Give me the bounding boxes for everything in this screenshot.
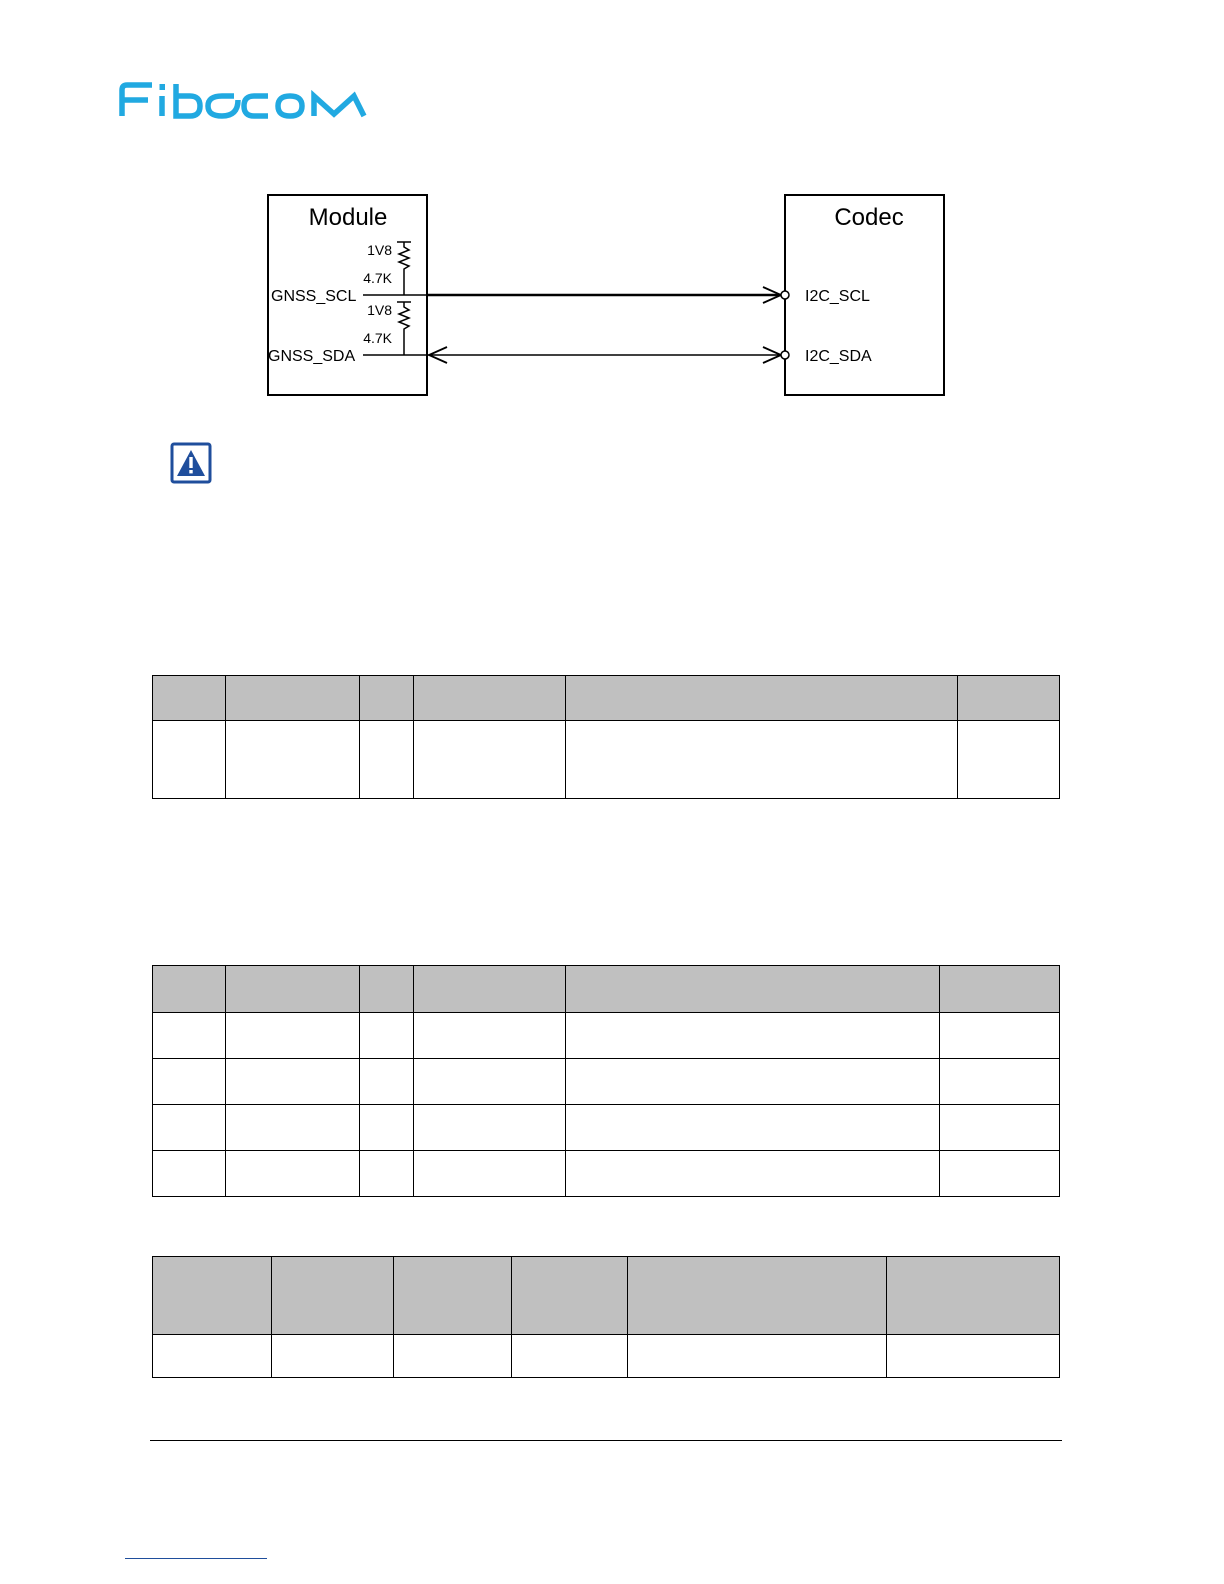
warning-icon xyxy=(170,442,212,484)
header-cell xyxy=(566,966,940,1013)
header-cell xyxy=(628,1257,887,1335)
module-pin-scl: GNSS_SCL xyxy=(271,288,357,305)
table-header-row xyxy=(153,966,1060,1013)
footer-link-underline[interactable] xyxy=(125,1558,267,1559)
table-row xyxy=(153,1105,1060,1151)
pullup2-resistor: 4.7K xyxy=(363,330,392,346)
table-row xyxy=(153,1013,1060,1059)
header-cell xyxy=(958,676,1060,721)
table-3 xyxy=(152,1256,1060,1378)
pullup1-resistor-symbol xyxy=(397,242,411,295)
header-cell xyxy=(512,1257,628,1335)
scl-codec-pin-circle xyxy=(781,291,789,299)
codec-title: Codec xyxy=(834,204,904,231)
header-cell xyxy=(153,966,226,1013)
header-cell xyxy=(226,966,360,1013)
module-pin-sda: GNSS_SDA xyxy=(268,348,356,365)
header-cell xyxy=(226,676,360,721)
header-cell xyxy=(360,676,414,721)
header-cell xyxy=(414,676,566,721)
table-2 xyxy=(152,965,1060,1197)
table-header-row xyxy=(153,1257,1060,1335)
i2c-connection-diagram xyxy=(255,185,960,407)
pullup1-resistor: 4.7K xyxy=(363,270,392,286)
header-cell xyxy=(153,676,226,721)
pullup1-voltage: 1V8 xyxy=(367,242,392,258)
table-row xyxy=(153,721,1060,799)
sda-codec-pin-circle xyxy=(781,351,789,359)
header-cell xyxy=(153,1257,272,1335)
pullup2-resistor-symbol xyxy=(397,302,411,355)
header-cell xyxy=(394,1257,512,1335)
header-cell xyxy=(566,676,958,721)
table-row xyxy=(153,1151,1060,1197)
module-title: Module xyxy=(308,204,388,231)
fibocom-logo xyxy=(118,80,368,120)
table-1 xyxy=(152,675,1060,799)
codec-pin-sda: I2C_SDA xyxy=(805,348,872,365)
header-cell xyxy=(414,966,566,1013)
footer-divider xyxy=(150,1440,1062,1441)
header-cell xyxy=(360,966,414,1013)
header-cell xyxy=(940,966,1060,1013)
codec-pin-scl: I2C_SCL xyxy=(805,288,870,305)
table-row xyxy=(153,1335,1060,1378)
header-cell xyxy=(272,1257,394,1335)
table-row xyxy=(153,1059,1060,1105)
pullup2-voltage: 1V8 xyxy=(367,302,392,318)
header-cell xyxy=(887,1257,1060,1335)
table-header-row xyxy=(153,676,1060,721)
